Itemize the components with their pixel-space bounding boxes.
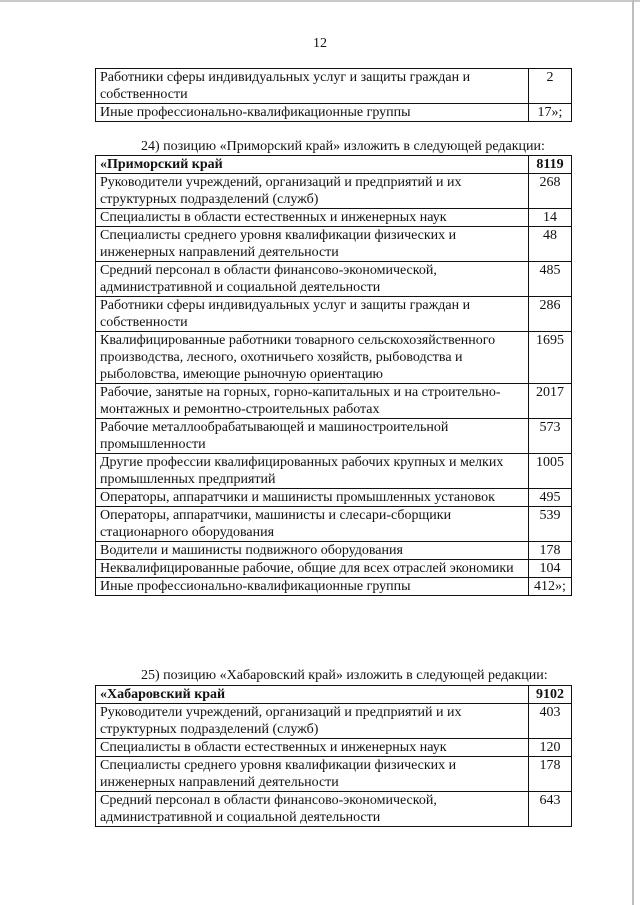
quota-value: 403	[529, 704, 572, 739]
table-row	[96, 332, 572, 384]
quota-value: 178	[529, 542, 572, 560]
table-row	[96, 739, 572, 757]
table-row	[96, 297, 572, 332]
quota-value: 178	[529, 757, 572, 792]
page-number: 12	[313, 36, 327, 51]
section-24-intro: 24) позицию «Приморский край» изложить в следующей редакции:	[141, 139, 545, 154]
table-row	[96, 384, 572, 419]
occupation-group: Операторы, аппаратчики и машинисты промышленных установок	[96, 489, 529, 507]
quota-value: 412»;	[529, 578, 572, 596]
quota-value: 1695	[529, 332, 572, 384]
occupation-group: Квалифицированные работники товарного сельскохозяйственного производства, лесного, охотничьего хозяйств, рыбоводства и рыболовства, имеющие рыночную ориентацию	[96, 332, 529, 384]
quota-value: 539	[529, 507, 572, 542]
occupation-group: Рабочие, занятые на горных, горно-капитальных и на строительно-монтажных и ремонтно-строительных работах	[96, 384, 529, 419]
quota-value: 2017	[529, 384, 572, 419]
table-row	[96, 578, 572, 596]
table-row	[96, 560, 572, 578]
quota-value: 1005	[529, 454, 572, 489]
occupation-group: Водители и машинисты подвижного оборудования	[96, 542, 529, 560]
scan-edge-right	[632, 0, 634, 905]
occupation-group: Неквалифицированные рабочие, общие для всех отраслей экономики	[96, 560, 529, 578]
quota-value: 485	[529, 262, 572, 297]
occupation-group: Иные профессионально-квалификационные группы	[96, 578, 529, 596]
table-row	[96, 704, 572, 739]
occupation-group: Иные профессионально-квалификационные группы	[96, 104, 529, 122]
table-khabarovsk	[95, 685, 572, 827]
occupation-group: Специалисты среднего уровня квалификации физических и инженерных направлений деятельности	[96, 757, 529, 792]
table-row	[96, 757, 572, 792]
quota-value: 17»;	[529, 104, 572, 122]
table-row	[96, 174, 572, 209]
occupation-group: Руководители учреждений, организаций и предприятий и их структурных подразделений (служб)	[96, 704, 529, 739]
section-25-intro: 25) позицию «Хабаровский край» изложить в следующей редакции:	[141, 668, 548, 683]
quota-value: 14	[529, 209, 572, 227]
scan-edge-top	[0, 0, 640, 2]
quota-value: 48	[529, 227, 572, 262]
region-name: «Приморский край	[96, 156, 529, 174]
occupation-group: Специалисты в области естественных и инженерных наук	[96, 739, 529, 757]
region-total: 8119	[529, 156, 572, 174]
table-row	[96, 262, 572, 297]
table-row	[96, 104, 572, 122]
occupation-group: Другие профессии квалифицированных рабочих крупных и мелких промышленных предприятий	[96, 454, 529, 489]
table-header-row	[96, 156, 572, 174]
occupation-group: Специалисты в области естественных и инженерных наук	[96, 209, 529, 227]
table-row	[96, 792, 572, 827]
quota-value: 120	[529, 739, 572, 757]
table-primorsky	[95, 155, 572, 596]
occupation-group: Рабочие металлообрабатывающей и машиностроительной промышленности	[96, 419, 529, 454]
quota-value: 104	[529, 560, 572, 578]
table-row	[96, 542, 572, 560]
occupation-group: Средний персонал в области финансово-экономической, административной и социальной деятельности	[96, 792, 529, 827]
table-header-row	[96, 686, 572, 704]
quota-value: 643	[529, 792, 572, 827]
occupation-group: Операторы, аппаратчики, машинисты и слесари-сборщики стационарного оборудования	[96, 507, 529, 542]
table-continuation	[95, 68, 572, 122]
table-row	[96, 209, 572, 227]
quota-value: 268	[529, 174, 572, 209]
occupation-group: Средний персонал в области финансово-экономической, административной и социальной деятельности	[96, 262, 529, 297]
occupation-group: Работники сферы индивидуальных услуг и защиты граждан и собственности	[96, 297, 529, 332]
table-row	[96, 419, 572, 454]
table-row	[96, 454, 572, 489]
table-row	[96, 227, 572, 262]
occupation-group: Руководители учреждений, организаций и предприятий и их структурных подразделений (служб)	[96, 174, 529, 209]
table-row	[96, 489, 572, 507]
quota-value: 2	[529, 69, 572, 104]
region-name: «Хабаровский край	[96, 686, 529, 704]
occupation-group: Специалисты среднего уровня квалификации физических и инженерных направлений деятельности	[96, 227, 529, 262]
occupation-group: Работники сферы индивидуальных услуг и защиты граждан и собственности	[96, 69, 529, 104]
quota-value: 573	[529, 419, 572, 454]
quota-value: 286	[529, 297, 572, 332]
quota-value: 495	[529, 489, 572, 507]
region-total: 9102	[529, 686, 572, 704]
table-row	[96, 507, 572, 542]
table-row	[96, 69, 572, 104]
